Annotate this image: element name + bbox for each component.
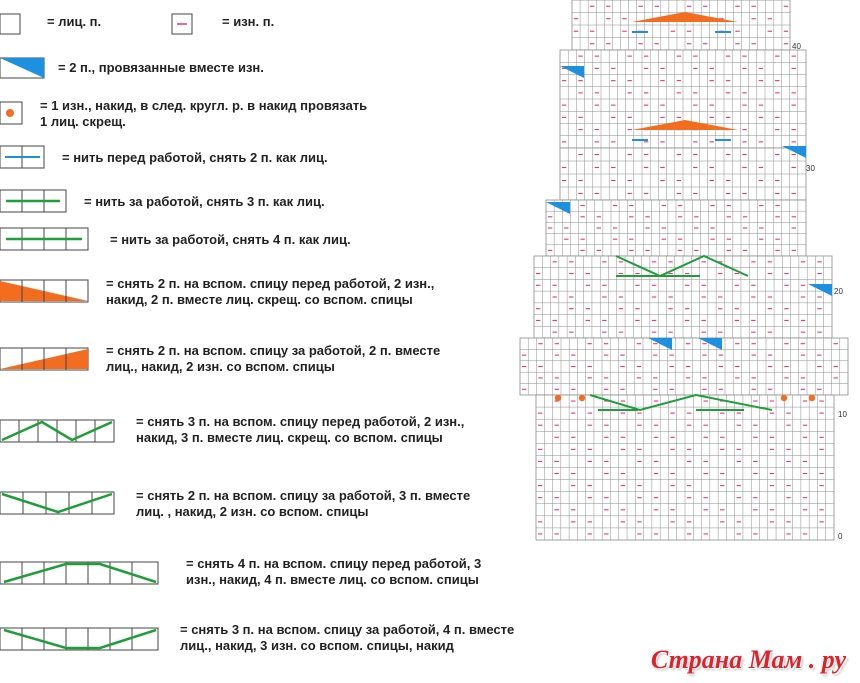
legend-cable2back-text: = снять 2 п. на вспом. спицу за работой, 2 п. вместе лиц., накид, 2 изн. со вспом. спицы <box>106 343 441 374</box>
cable2front-symbol <box>0 280 88 302</box>
cable2back-symbol <box>0 348 88 370</box>
legend-slip4back-text: = нить за работой, снять 4 п. как лиц. <box>110 232 351 247</box>
row-label-0: 0 <box>838 532 843 541</box>
row-label-30: 30 <box>806 164 815 173</box>
cable3back-symbol <box>0 628 158 650</box>
chart-band-5 <box>520 338 848 395</box>
chart-band-6 <box>536 395 834 540</box>
legend-symbols <box>0 14 192 650</box>
slip3back-symbol <box>0 190 66 212</box>
legend-knit-text: = лиц. п. <box>47 14 102 29</box>
bobble-symbol <box>0 102 22 124</box>
legend-cable3front-text: = снять 3 п. на вспом. спицу перед работой, 2 изн., накид, 3 п. вместе лиц. скрещ. со вспом. спицы <box>136 414 465 445</box>
legend-purl-text: = изн. п. <box>222 14 275 29</box>
slip4back-symbol <box>0 228 88 250</box>
chart-band-0 <box>572 0 790 50</box>
purl-symbol <box>172 14 192 34</box>
legend-bobble-text: = 1 изн., накид, в след. кругл. р. в накид провязать 1 лиц. скрещ. <box>40 98 368 129</box>
knit-symbol <box>0 14 20 34</box>
legend-cable2front-text: = снять 2 п. на вспом. спицу перед работой, 2 изн., накид, 2 п. вместе лиц. скрещ. со вспом. спицы <box>106 276 435 307</box>
p2tog-symbol <box>0 58 44 78</box>
chart-band-2 <box>560 148 806 200</box>
bobble-dot-0 <box>555 395 561 401</box>
row-label-20: 20 <box>834 287 843 296</box>
legend-p2tog-text: = 2 п., провязанные вместе изн. <box>58 60 264 75</box>
legend-slip2front-text: = нить перед работой, снять 2 п. как лиц. <box>62 150 328 165</box>
bobble-dot-1 <box>579 395 585 401</box>
row-label-10: 10 <box>838 410 847 419</box>
legend-cable2back3-text: = снять 2 п. на вспом. спицу за работой, 3 п. вместе лиц. , накид, 2 изн. со вспом. спицы <box>136 488 471 519</box>
chart-band-1 <box>560 50 806 148</box>
cable2back3-symbol <box>0 492 114 514</box>
bobble-dot-2 <box>781 395 787 401</box>
legend-cable4front-text: = снять 4 п. на вспом. спицу перед работой, 3 изн., накид, 4 п. вместе лиц. со вспом. спицы <box>186 556 482 587</box>
legend-cable3back-text: = снять 3 п. на вспом. спицу за работой, 4 п. вместе лиц., накид, 3 изн. со вспом. спицы, накид <box>180 622 515 653</box>
cable3front-symbol <box>0 420 114 442</box>
chart-band-3 <box>546 200 806 256</box>
watermark-logo: Страна Мам . ру <box>650 645 846 674</box>
chart-grid <box>520 0 848 540</box>
chart-band-4 <box>534 256 832 338</box>
row-label-40: 40 <box>792 42 801 51</box>
bobble-dot-3 <box>809 395 815 401</box>
cable4front-symbol <box>0 562 158 584</box>
legend-slip3back-text: = нить за работой, снять 3 п. как лиц. <box>84 194 325 209</box>
slip2front-symbol <box>0 146 44 168</box>
